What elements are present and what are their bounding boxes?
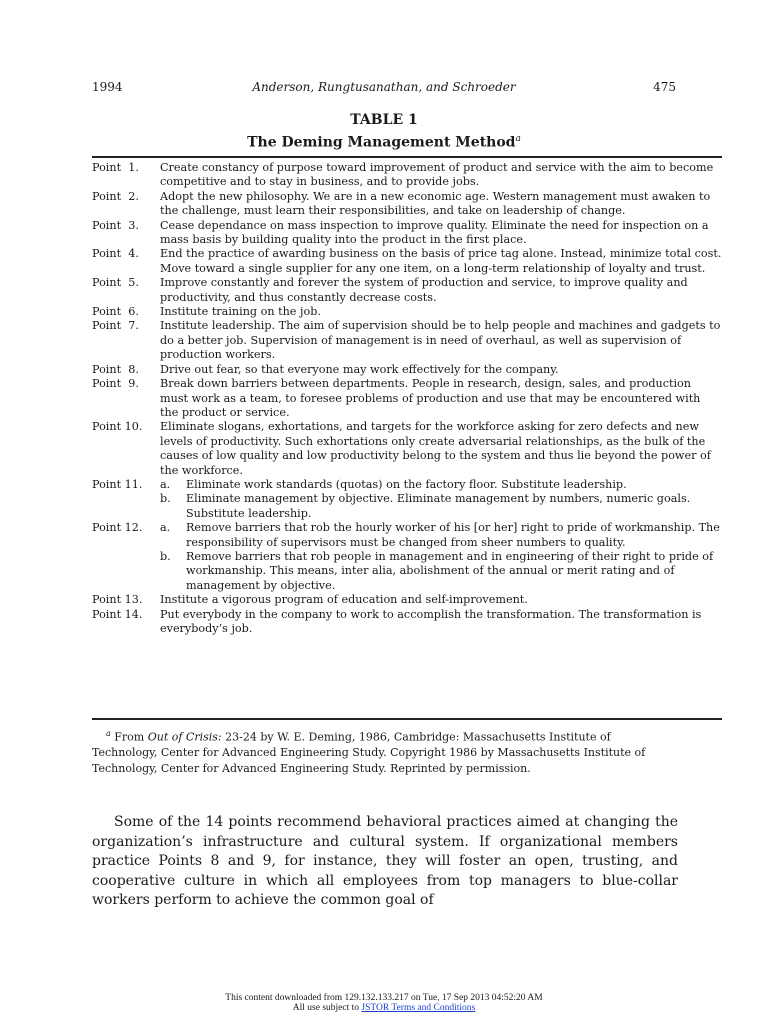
point-label: Point 3. [92,218,139,232]
point-body: Eliminate slogans, exhortations, and targets for the workforce asking for zero defects and new levels of productivity. Such exhortations only create adversarial relationships, as the bulk of the causes of low quality and low productivity belong to the system and thus lie beyond the power of the workforce. [160,420,711,477]
footnote-prefix: From [110,730,148,744]
subpoint-row [160,478,722,492]
table-footnote [92,726,678,776]
table-point-row [92,305,722,319]
table-title [92,130,676,153]
table-point-row [92,377,722,420]
point-body: Cease dependance on mass inspection to improve quality. Eliminate the need for inspection on a mass basis by building quality into the product in the first place. [160,218,709,247]
point-body: Break down barriers between departments. People in research, design, sales, and production must work as a team, to foresee problems of production and use that may be encountered with the product or service. [160,377,701,419]
page-number: 475 [653,80,676,94]
jstor-terms-link[interactable]: JSTOR Terms and Conditions [361,1003,476,1013]
download-notice: This content downloaded from 129.132.133.217 on Tue, 17 Sep 2013 04:52:20 AM [225,993,543,1003]
table-top-rule [92,156,722,158]
point-label: Point 8. [92,362,139,376]
table-point-row [92,247,722,276]
subpoint-text: Eliminate management by objective. Eliminate management by numbers, numeric goals. Substitute leadership. [186,492,691,520]
terms-notice [0,1003,768,1014]
point-body: Drive out fear, so that everyone may work effectively for the company. [160,362,559,376]
subpoint-row [160,550,722,593]
table-point-row [92,521,722,593]
body-paragraph: Some of the 14 points recommend behavioral practices aimed at changing the organization’s infrastructure and cultural system. If organizational members practice Points 8 and 9, for instance, they will foster an open, trusting, and cooperative culture in which all employees from top managers to blue-collar workers perform to achieve the common goal of [92,814,678,908]
deming-points-list [92,161,722,636]
table-point-row [92,593,722,607]
point-body: End the practice of awarding business on the basis of price tag alone. Instead, minimize total cost. Move toward a single supplier for any one item, on a long-term relationship of loyalty and trust. [160,247,722,275]
point-label: Point 4. [92,247,139,261]
table-point-row [92,190,722,219]
table-point-row [92,161,722,190]
subpoint-row [160,492,722,521]
subpoint-text: Eliminate work standards (quotas) on the factory floor. Substitute leadership. [186,477,627,491]
point-body: Put everybody in the company to work to accomplish the transformation. The transformation is everybody’s job. [160,607,702,635]
table-point-row [92,276,722,305]
subpoint-text: Remove barriers that rob the hourly worker of his [or her] right to pride of workmanship. The responsibility of supervisors must be changed from sheer numbers to quality. [186,521,720,549]
table-title-text: The Deming Management Method [247,134,516,151]
subpoint-letter: a. [160,477,171,491]
running-head-authors: Anderson, Rungtusanathan, and Schroeder [252,80,516,94]
terms-prefix: All use subject to [292,1003,362,1013]
journal-year: 1994 [92,80,123,94]
table-point-row [92,319,722,362]
point-label: Point 14. [92,607,143,621]
point-label: Point 11. [92,477,143,491]
table-point-row [92,363,722,377]
table-point-row [92,608,722,637]
table-point-row [92,420,722,478]
table-heading [92,111,676,153]
footnote-citation: 23-24 by W. E. Deming, 1986, Cambridge: Massachusetts Institute of Technology, Center for Advanced Engineering Study. Copyright 1986 by Massachusetts Institute of Technology, Center for Advanced Engineering Study. Reprinted by permission. [92,730,646,775]
point-label: Point 6. [92,305,139,319]
point-body: Create constancy of purpose toward improvement of product and service with the aim to become competitive and to stay in business, and to provide jobs. [160,161,714,189]
point-body: Adopt the new philosophy. We are in a new economic age. Western management must awaken to the challenge, must learn their responsibilities, and take on leadership of change. [160,189,711,218]
point-body: Institute leadership. The aim of supervision should be to help people and machines and gadgets to do a better job. Supervision of management is in need of overhaul, as well as supervision of production workers. [160,319,721,362]
table-point-row [92,219,722,248]
subpoint-row [160,521,722,550]
point-label: Point 10. [92,420,143,434]
footnote-marker: a [106,729,111,738]
point-label: Point 13. [92,593,143,607]
table-bottom-rule [92,718,722,720]
point-label: Point 1. [92,161,139,174]
table-footnote-marker: a [515,134,521,144]
subpoint-letter: b. [160,549,171,563]
point-body: Institute training on the job. [160,305,321,319]
running-head [92,80,676,96]
subpoint-letter: a. [160,521,171,535]
point-label: Point 12. [92,521,143,535]
table-label: TABLE 1 [350,112,418,128]
point-body [160,478,722,521]
subpoint-text: Remove barriers that rob people in management and in engineering of their right to pride of workmanship. This means, inter alia, abolishment of the annual or merit rating and of management by objective. [186,549,714,592]
point-body: Improve constantly and forever the system of production and service, to improve quality and productivity, and thus constantly decrease costs. [160,276,688,304]
point-label: Point 2. [92,189,139,203]
point-body [160,521,722,593]
point-body: Institute a vigorous program of education and self-improvement. [160,593,528,607]
point-label: Point 5. [92,276,139,290]
point-label: Point 9. [92,377,139,391]
point-label: Point 7. [92,319,139,333]
table-point-row [92,478,722,521]
subpoint-letter: b. [160,492,171,506]
footnote-book-title: Out of Crisis: [147,730,222,744]
